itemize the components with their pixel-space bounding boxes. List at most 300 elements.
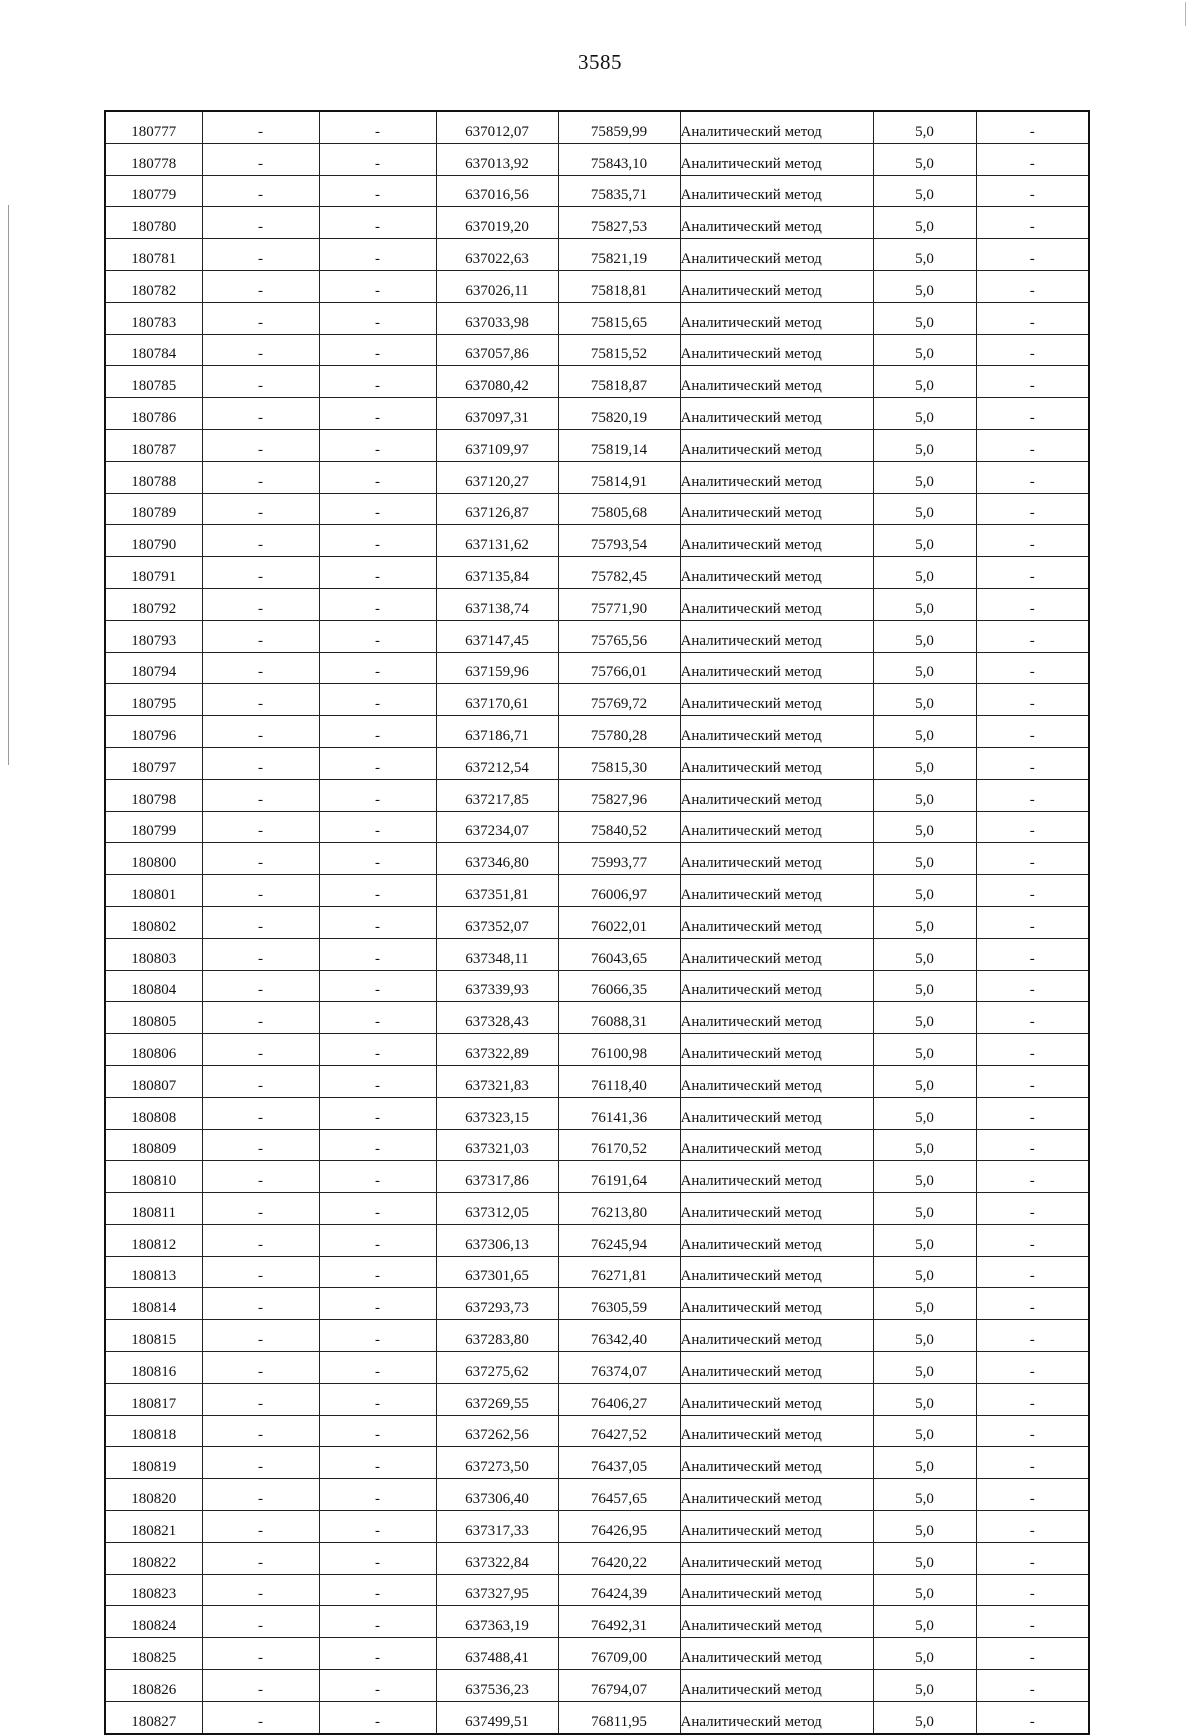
accuracy-cell: 5,0	[873, 1352, 976, 1384]
table-row	[105, 1097, 1089, 1129]
method-cell: Аналитический метод	[680, 811, 873, 843]
method-cell: Аналитический метод	[680, 398, 873, 430]
y-coordinate-cell: 75821,19	[558, 239, 680, 271]
x-coordinate-cell: 637022,63	[436, 239, 558, 271]
point-number-cell: 180806	[105, 1034, 202, 1066]
point-number-cell: 180823	[105, 1574, 202, 1606]
x-coordinate-cell: 637293,73	[436, 1288, 558, 1320]
empty-value-cell: -	[319, 1352, 436, 1384]
y-coordinate-cell: 76088,31	[558, 1002, 680, 1034]
table-row	[105, 779, 1089, 811]
empty-value-cell: -	[319, 1034, 436, 1066]
table-row	[105, 1034, 1089, 1066]
note-cell: -	[976, 938, 1089, 970]
empty-value-cell: -	[319, 875, 436, 907]
point-number-cell: 180797	[105, 747, 202, 779]
empty-value-cell: -	[319, 1542, 436, 1574]
accuracy-cell: 5,0	[873, 1670, 976, 1702]
accuracy-cell: 5,0	[873, 716, 976, 748]
note-cell: -	[976, 525, 1089, 557]
y-coordinate-cell: 75819,14	[558, 429, 680, 461]
point-number-cell: 180826	[105, 1670, 202, 1702]
y-coordinate-cell: 76437,05	[558, 1447, 680, 1479]
empty-value-cell: -	[202, 366, 319, 398]
table-row	[105, 557, 1089, 589]
x-coordinate-cell: 637080,42	[436, 366, 558, 398]
method-cell: Аналитический метод	[680, 334, 873, 366]
empty-value-cell: -	[202, 588, 319, 620]
y-coordinate-cell: 76006,97	[558, 875, 680, 907]
accuracy-cell: 5,0	[873, 1193, 976, 1225]
scan-edge-mark	[1185, 2, 1186, 26]
accuracy-cell: 5,0	[873, 1320, 976, 1352]
y-coordinate-cell: 75805,68	[558, 493, 680, 525]
empty-value-cell: -	[319, 843, 436, 875]
table-row	[105, 843, 1089, 875]
point-number-cell: 180820	[105, 1479, 202, 1511]
x-coordinate-cell: 637097,31	[436, 398, 558, 430]
accuracy-cell: 5,0	[873, 557, 976, 589]
point-number-cell: 180788	[105, 461, 202, 493]
accuracy-cell: 5,0	[873, 620, 976, 652]
x-coordinate-cell: 637317,86	[436, 1161, 558, 1193]
x-coordinate-cell: 637312,05	[436, 1193, 558, 1225]
accuracy-cell: 5,0	[873, 652, 976, 684]
point-number-cell: 180796	[105, 716, 202, 748]
note-cell: -	[976, 1447, 1089, 1479]
y-coordinate-cell: 75815,65	[558, 302, 680, 334]
accuracy-cell: 5,0	[873, 811, 976, 843]
empty-value-cell: -	[202, 843, 319, 875]
note-cell: -	[976, 1670, 1089, 1702]
empty-value-cell: -	[319, 207, 436, 239]
empty-value-cell: -	[319, 620, 436, 652]
accuracy-cell: 5,0	[873, 1002, 976, 1034]
empty-value-cell: -	[202, 1065, 319, 1097]
accuracy-cell: 5,0	[873, 302, 976, 334]
x-coordinate-cell: 637275,62	[436, 1352, 558, 1384]
table-row	[105, 588, 1089, 620]
note-cell: -	[976, 239, 1089, 271]
y-coordinate-cell: 76811,95	[558, 1701, 680, 1733]
table-row	[105, 302, 1089, 334]
y-coordinate-cell: 76022,01	[558, 906, 680, 938]
empty-value-cell: -	[202, 747, 319, 779]
point-number-cell: 180815	[105, 1320, 202, 1352]
method-cell: Аналитический метод	[680, 1097, 873, 1129]
empty-value-cell: -	[319, 970, 436, 1002]
empty-value-cell: -	[319, 429, 436, 461]
table-row	[105, 429, 1089, 461]
x-coordinate-cell: 637352,07	[436, 906, 558, 938]
y-coordinate-cell: 76066,35	[558, 970, 680, 1002]
note-cell: -	[976, 1352, 1089, 1384]
x-coordinate-cell: 637269,55	[436, 1383, 558, 1415]
empty-value-cell: -	[202, 1352, 319, 1384]
note-cell: -	[976, 175, 1089, 207]
empty-value-cell: -	[319, 1193, 436, 1225]
empty-value-cell: -	[202, 111, 319, 143]
y-coordinate-cell: 75818,87	[558, 366, 680, 398]
note-cell: -	[976, 1193, 1089, 1225]
accuracy-cell: 5,0	[873, 747, 976, 779]
method-cell: Аналитический метод	[680, 239, 873, 271]
note-cell: -	[976, 557, 1089, 589]
table-row	[105, 1415, 1089, 1447]
x-coordinate-cell: 637109,97	[436, 429, 558, 461]
note-cell: -	[976, 143, 1089, 175]
accuracy-cell: 5,0	[873, 1701, 976, 1733]
table-row	[105, 1320, 1089, 1352]
method-cell: Аналитический метод	[680, 652, 873, 684]
empty-value-cell: -	[202, 1542, 319, 1574]
point-number-cell: 180792	[105, 588, 202, 620]
note-cell: -	[976, 779, 1089, 811]
accuracy-cell: 5,0	[873, 111, 976, 143]
method-cell: Аналитический метод	[680, 1224, 873, 1256]
method-cell: Аналитический метод	[680, 1511, 873, 1543]
table-row	[105, 270, 1089, 302]
empty-value-cell: -	[202, 525, 319, 557]
point-number-cell: 180779	[105, 175, 202, 207]
accuracy-cell: 5,0	[873, 239, 976, 271]
note-cell: -	[976, 493, 1089, 525]
note-cell: -	[976, 302, 1089, 334]
point-number-cell: 180822	[105, 1542, 202, 1574]
method-cell: Аналитический метод	[680, 1574, 873, 1606]
note-cell: -	[976, 1097, 1089, 1129]
method-cell: Аналитический метод	[680, 1256, 873, 1288]
method-cell: Аналитический метод	[680, 938, 873, 970]
method-cell: Аналитический метод	[680, 1542, 873, 1574]
empty-value-cell: -	[202, 716, 319, 748]
method-cell: Аналитический метод	[680, 779, 873, 811]
note-cell: -	[976, 1415, 1089, 1447]
note-cell: -	[976, 398, 1089, 430]
method-cell: Аналитический метод	[680, 1065, 873, 1097]
table-row	[105, 239, 1089, 271]
point-number-cell: 180805	[105, 1002, 202, 1034]
empty-value-cell: -	[319, 1288, 436, 1320]
note-cell: -	[976, 111, 1089, 143]
empty-value-cell: -	[202, 1097, 319, 1129]
empty-value-cell: -	[319, 1002, 436, 1034]
accuracy-cell: 5,0	[873, 525, 976, 557]
table-row	[105, 747, 1089, 779]
empty-value-cell: -	[319, 366, 436, 398]
empty-value-cell: -	[319, 1479, 436, 1511]
x-coordinate-cell: 637301,65	[436, 1256, 558, 1288]
accuracy-cell: 5,0	[873, 1415, 976, 1447]
empty-value-cell: -	[319, 1670, 436, 1702]
y-coordinate-cell: 76424,39	[558, 1574, 680, 1606]
method-cell: Аналитический метод	[680, 1701, 873, 1733]
accuracy-cell: 5,0	[873, 970, 976, 1002]
x-coordinate-cell: 637321,03	[436, 1129, 558, 1161]
accuracy-cell: 5,0	[873, 207, 976, 239]
x-coordinate-cell: 637327,95	[436, 1574, 558, 1606]
y-coordinate-cell: 75782,45	[558, 557, 680, 589]
table-body	[105, 111, 1089, 1734]
accuracy-cell: 5,0	[873, 1097, 976, 1129]
y-coordinate-cell: 75993,77	[558, 843, 680, 875]
y-coordinate-cell: 75815,52	[558, 334, 680, 366]
accuracy-cell: 5,0	[873, 1574, 976, 1606]
method-cell: Аналитический метод	[680, 1129, 873, 1161]
accuracy-cell: 5,0	[873, 334, 976, 366]
empty-value-cell: -	[202, 1479, 319, 1511]
point-number-cell: 180780	[105, 207, 202, 239]
y-coordinate-cell: 75766,01	[558, 652, 680, 684]
accuracy-cell: 5,0	[873, 1129, 976, 1161]
y-coordinate-cell: 76191,64	[558, 1161, 680, 1193]
point-number-cell: 180808	[105, 1097, 202, 1129]
empty-value-cell: -	[202, 207, 319, 239]
note-cell: -	[976, 1542, 1089, 1574]
empty-value-cell: -	[319, 143, 436, 175]
point-number-cell: 180787	[105, 429, 202, 461]
note-cell: -	[976, 1638, 1089, 1670]
table-row	[105, 1352, 1089, 1384]
point-number-cell: 180791	[105, 557, 202, 589]
x-coordinate-cell: 637120,27	[436, 461, 558, 493]
x-coordinate-cell: 637488,41	[436, 1638, 558, 1670]
table-row	[105, 1542, 1089, 1574]
method-cell: Аналитический метод	[680, 716, 873, 748]
empty-value-cell: -	[202, 1511, 319, 1543]
point-number-cell: 180793	[105, 620, 202, 652]
accuracy-cell: 5,0	[873, 684, 976, 716]
empty-value-cell: -	[202, 1193, 319, 1225]
empty-value-cell: -	[319, 747, 436, 779]
empty-value-cell: -	[319, 1097, 436, 1129]
note-cell: -	[976, 1161, 1089, 1193]
note-cell: -	[976, 1256, 1089, 1288]
empty-value-cell: -	[202, 461, 319, 493]
x-coordinate-cell: 637019,20	[436, 207, 558, 239]
point-number-cell: 180814	[105, 1288, 202, 1320]
x-coordinate-cell: 637033,98	[436, 302, 558, 334]
empty-value-cell: -	[319, 1065, 436, 1097]
method-cell: Аналитический метод	[680, 1606, 873, 1638]
accuracy-cell: 5,0	[873, 398, 976, 430]
accuracy-cell: 5,0	[873, 1256, 976, 1288]
table-row	[105, 1065, 1089, 1097]
empty-value-cell: -	[202, 1256, 319, 1288]
empty-value-cell: -	[319, 1161, 436, 1193]
method-cell: Аналитический метод	[680, 843, 873, 875]
method-cell: Аналитический метод	[680, 1638, 873, 1670]
empty-value-cell: -	[319, 1606, 436, 1638]
empty-value-cell: -	[319, 1574, 436, 1606]
table-row	[105, 906, 1089, 938]
method-cell: Аналитический метод	[680, 366, 873, 398]
table-row	[105, 143, 1089, 175]
method-cell: Аналитический метод	[680, 461, 873, 493]
y-coordinate-cell: 76374,07	[558, 1352, 680, 1384]
empty-value-cell: -	[202, 1288, 319, 1320]
point-number-cell: 180827	[105, 1701, 202, 1733]
table-row	[105, 493, 1089, 525]
x-coordinate-cell: 637351,81	[436, 875, 558, 907]
empty-value-cell: -	[202, 1224, 319, 1256]
method-cell: Аналитический метод	[680, 1479, 873, 1511]
x-coordinate-cell: 637212,54	[436, 747, 558, 779]
note-cell: -	[976, 1288, 1089, 1320]
empty-value-cell: -	[202, 143, 319, 175]
method-cell: Аналитический метод	[680, 1670, 873, 1702]
x-coordinate-cell: 637159,96	[436, 652, 558, 684]
empty-value-cell: -	[202, 811, 319, 843]
point-number-cell: 180801	[105, 875, 202, 907]
x-coordinate-cell: 637147,45	[436, 620, 558, 652]
method-cell: Аналитический метод	[680, 429, 873, 461]
empty-value-cell: -	[319, 1638, 436, 1670]
table-row	[105, 652, 1089, 684]
accuracy-cell: 5,0	[873, 1638, 976, 1670]
table-row	[105, 398, 1089, 430]
note-cell: -	[976, 429, 1089, 461]
point-number-cell: 180803	[105, 938, 202, 970]
table-row	[105, 1256, 1089, 1288]
empty-value-cell: -	[202, 652, 319, 684]
empty-value-cell: -	[202, 493, 319, 525]
accuracy-cell: 5,0	[873, 1511, 976, 1543]
accuracy-cell: 5,0	[873, 175, 976, 207]
accuracy-cell: 5,0	[873, 1542, 976, 1574]
point-number-cell: 180824	[105, 1606, 202, 1638]
y-coordinate-cell: 75769,72	[558, 684, 680, 716]
note-cell: -	[976, 1002, 1089, 1034]
y-coordinate-cell: 75820,19	[558, 398, 680, 430]
empty-value-cell: -	[202, 1002, 319, 1034]
point-number-cell: 180794	[105, 652, 202, 684]
empty-value-cell: -	[319, 1320, 436, 1352]
empty-value-cell: -	[319, 811, 436, 843]
table-row	[105, 1511, 1089, 1543]
point-number-cell: 180821	[105, 1511, 202, 1543]
note-cell: -	[976, 334, 1089, 366]
table-row	[105, 1447, 1089, 1479]
note-cell: -	[976, 1320, 1089, 1352]
y-coordinate-cell: 76420,22	[558, 1542, 680, 1574]
table-row	[105, 1129, 1089, 1161]
x-coordinate-cell: 637322,84	[436, 1542, 558, 1574]
note-cell: -	[976, 461, 1089, 493]
table-row	[105, 970, 1089, 1002]
table-row	[105, 938, 1089, 970]
y-coordinate-cell: 76271,81	[558, 1256, 680, 1288]
x-coordinate-cell: 637273,50	[436, 1447, 558, 1479]
method-cell: Аналитический метод	[680, 1352, 873, 1384]
x-coordinate-cell: 637234,07	[436, 811, 558, 843]
y-coordinate-cell: 76170,52	[558, 1129, 680, 1161]
method-cell: Аналитический метод	[680, 493, 873, 525]
x-coordinate-cell: 637016,56	[436, 175, 558, 207]
empty-value-cell: -	[319, 1383, 436, 1415]
empty-value-cell: -	[319, 493, 436, 525]
point-number-cell: 180818	[105, 1415, 202, 1447]
point-number-cell: 180804	[105, 970, 202, 1002]
method-cell: Аналитический метод	[680, 1161, 873, 1193]
y-coordinate-cell: 75818,81	[558, 270, 680, 302]
empty-value-cell: -	[319, 684, 436, 716]
empty-value-cell: -	[202, 334, 319, 366]
empty-value-cell: -	[319, 1129, 436, 1161]
table-row	[105, 366, 1089, 398]
point-number-cell: 180825	[105, 1638, 202, 1670]
x-coordinate-cell: 637348,11	[436, 938, 558, 970]
method-cell: Аналитический метод	[680, 620, 873, 652]
x-coordinate-cell: 637536,23	[436, 1670, 558, 1702]
note-cell: -	[976, 620, 1089, 652]
empty-value-cell: -	[202, 1638, 319, 1670]
table-row	[105, 207, 1089, 239]
table-row	[105, 334, 1089, 366]
y-coordinate-cell: 76342,40	[558, 1320, 680, 1352]
y-coordinate-cell: 76794,07	[558, 1670, 680, 1702]
x-coordinate-cell: 637283,80	[436, 1320, 558, 1352]
note-cell: -	[976, 207, 1089, 239]
y-coordinate-cell: 76043,65	[558, 938, 680, 970]
table-row	[105, 461, 1089, 493]
y-coordinate-cell: 75840,52	[558, 811, 680, 843]
method-cell: Аналитический метод	[680, 1034, 873, 1066]
note-cell: -	[976, 1479, 1089, 1511]
empty-value-cell: -	[319, 557, 436, 589]
method-cell: Аналитический метод	[680, 875, 873, 907]
accuracy-cell: 5,0	[873, 1065, 976, 1097]
accuracy-cell: 5,0	[873, 366, 976, 398]
empty-value-cell: -	[202, 270, 319, 302]
point-number-cell: 180782	[105, 270, 202, 302]
y-coordinate-cell: 76118,40	[558, 1065, 680, 1097]
note-cell: -	[976, 588, 1089, 620]
point-number-cell: 180786	[105, 398, 202, 430]
accuracy-cell: 5,0	[873, 270, 976, 302]
x-coordinate-cell: 637322,89	[436, 1034, 558, 1066]
empty-value-cell: -	[319, 1511, 436, 1543]
empty-value-cell: -	[319, 716, 436, 748]
method-cell: Аналитический метод	[680, 906, 873, 938]
empty-value-cell: -	[202, 1383, 319, 1415]
x-coordinate-cell: 637126,87	[436, 493, 558, 525]
point-number-cell: 180781	[105, 239, 202, 271]
empty-value-cell: -	[319, 334, 436, 366]
empty-value-cell: -	[202, 970, 319, 1002]
note-cell: -	[976, 970, 1089, 1002]
method-cell: Аналитический метод	[680, 684, 873, 716]
empty-value-cell: -	[319, 1447, 436, 1479]
note-cell: -	[976, 906, 1089, 938]
y-coordinate-cell: 76406,27	[558, 1383, 680, 1415]
table-row	[105, 1670, 1089, 1702]
table-row	[105, 811, 1089, 843]
table-row	[105, 1701, 1089, 1733]
empty-value-cell: -	[202, 1129, 319, 1161]
y-coordinate-cell: 75780,28	[558, 716, 680, 748]
table-row	[105, 1638, 1089, 1670]
empty-value-cell: -	[319, 1224, 436, 1256]
point-number-cell: 180817	[105, 1383, 202, 1415]
method-cell: Аналитический метод	[680, 525, 873, 557]
point-number-cell: 180795	[105, 684, 202, 716]
table-row	[105, 875, 1089, 907]
method-cell: Аналитический метод	[680, 557, 873, 589]
x-coordinate-cell: 637012,07	[436, 111, 558, 143]
x-coordinate-cell: 637306,40	[436, 1479, 558, 1511]
y-coordinate-cell: 76492,31	[558, 1606, 680, 1638]
